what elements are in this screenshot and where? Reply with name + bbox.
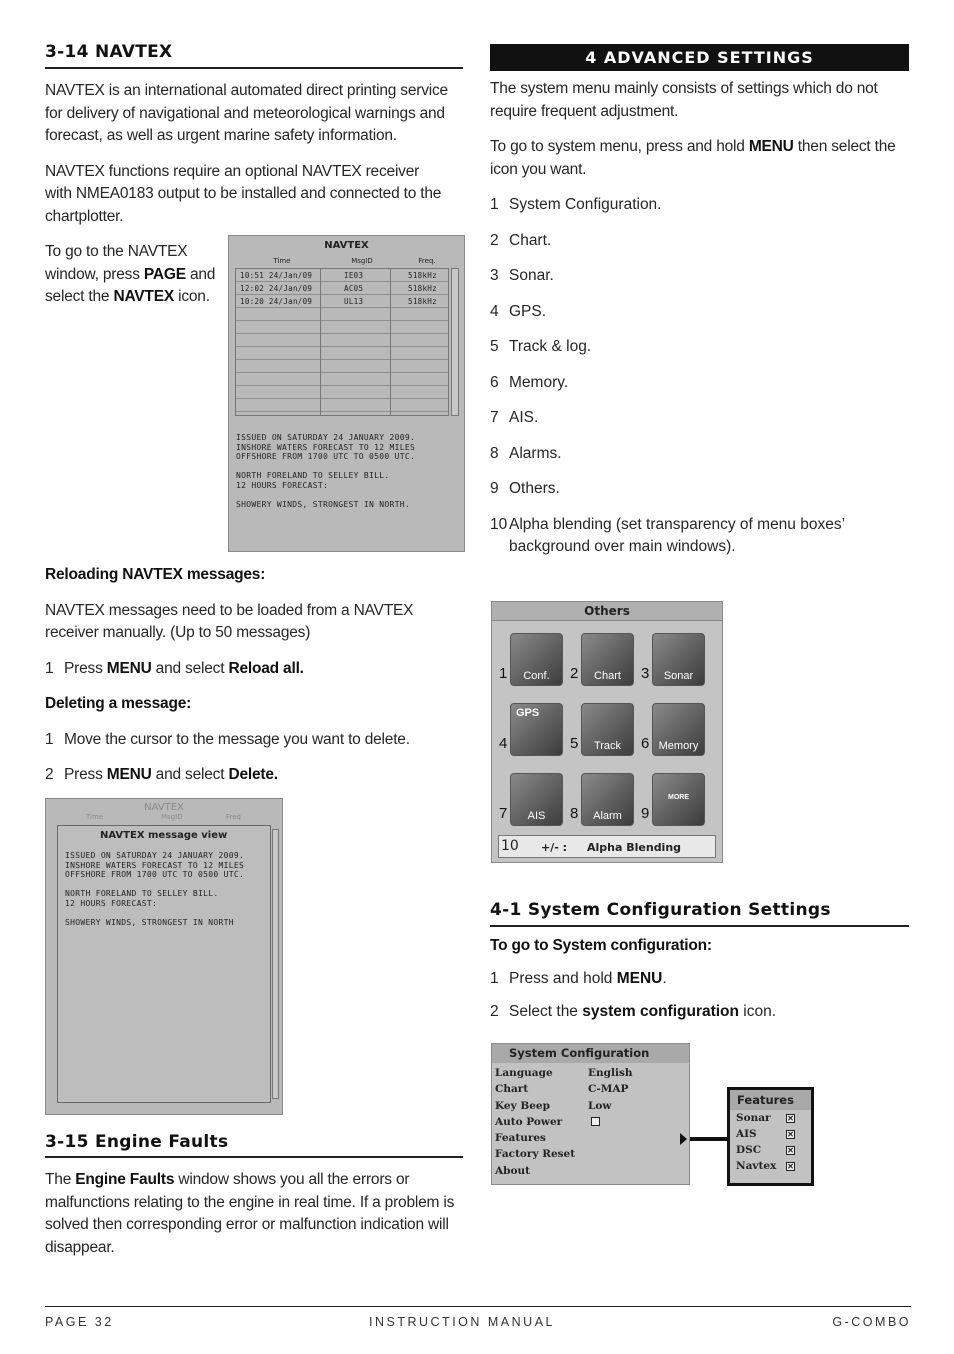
syscfg-item-label: Features bbox=[495, 1132, 546, 1145]
item-number: 4 bbox=[490, 302, 499, 320]
cell-freq: 518kHz bbox=[408, 297, 437, 306]
syscfg-item-value: English bbox=[588, 1067, 633, 1079]
step-number: 2 bbox=[45, 766, 54, 783]
engine-description: The Engine Faults window shows you all the errors or malfunctions relating to the engine in real time. If a problem is solved then corresponding error or malfunction indication will disappear. bbox=[45, 1171, 455, 1256]
alpha-number: 10 bbox=[501, 838, 519, 854]
item-number: 8 bbox=[490, 444, 499, 462]
tile-number: 1 bbox=[499, 665, 508, 682]
col-msgid: MsgID bbox=[351, 257, 373, 265]
item-number: 9 bbox=[490, 480, 499, 497]
menu-key: MENU bbox=[616, 969, 663, 987]
tile-number: 7 bbox=[499, 805, 508, 822]
item-number: 7 bbox=[490, 409, 499, 426]
item-text: Alarms. bbox=[509, 444, 562, 462]
page-number: PAGE 32 bbox=[45, 1315, 114, 1329]
tile-label: Sonar bbox=[663, 670, 694, 682]
syscfg-menu-item[interactable] bbox=[495, 1130, 685, 1146]
feature-item[interactable] bbox=[736, 1110, 811, 1126]
syscfg-menu-item[interactable] bbox=[495, 1081, 685, 1097]
more-icon[interactable] bbox=[652, 773, 705, 826]
step-number: 2 bbox=[490, 1003, 499, 1020]
message-view-title: NAVTEX message view bbox=[100, 830, 228, 841]
item-text: Track & log. bbox=[509, 338, 592, 355]
navtex-goto bbox=[45, 241, 223, 309]
cell-time: 10:20 24/Jan/09 bbox=[240, 297, 313, 306]
feature-item[interactable] bbox=[736, 1158, 811, 1174]
cell-time: 10:51 24/Jan/09 bbox=[240, 271, 313, 280]
message-line: INSHORE WATERS FORECAST TO 12 MILES bbox=[236, 442, 416, 452]
reload-section bbox=[45, 564, 463, 787]
navtex-table-header bbox=[237, 257, 464, 265]
navtex-table-row[interactable] bbox=[236, 295, 448, 308]
tile-number: 9 bbox=[641, 805, 650, 822]
syscfg-menu-item[interactable] bbox=[495, 1146, 685, 1162]
engine-faults-term: Engine Faults bbox=[75, 1171, 175, 1188]
right-column bbox=[490, 44, 909, 559]
track-icon[interactable] bbox=[581, 703, 634, 756]
syscfg-item-label: Auto Power bbox=[495, 1115, 563, 1128]
message-view-dialog bbox=[57, 825, 271, 1103]
navtex-table-row[interactable] bbox=[236, 269, 448, 282]
item-number: 10 bbox=[490, 515, 508, 533]
item-text: AIS. bbox=[509, 409, 539, 426]
advanced-list-item bbox=[490, 372, 909, 395]
syscfg-item-label: Chart bbox=[495, 1083, 529, 1096]
message-line bbox=[236, 490, 415, 500]
syscfg-menu-item[interactable] bbox=[495, 1098, 685, 1114]
delete-step-1: 1 Move the cursor to the message you want to delete. bbox=[45, 729, 463, 752]
col-freq: Freq. bbox=[418, 257, 436, 265]
tile-number: 2 bbox=[570, 665, 579, 682]
engine-heading: 3-15 Engine Faults bbox=[45, 1130, 463, 1158]
advanced-list-item bbox=[490, 478, 909, 501]
message-line bbox=[65, 908, 270, 918]
item-text: Memory. bbox=[509, 373, 569, 391]
reload-description: NAVTEX messages need to be loaded from a NAVTEX receiver manually. (Up to 50 messages) bbox=[45, 601, 414, 641]
syscfg-item-label: About bbox=[495, 1164, 530, 1177]
item-number: 1 bbox=[490, 196, 499, 213]
message-line: ISSUED ON SATURDAY 24 JANUARY 2009. bbox=[65, 851, 245, 860]
message-line: OFFSHORE FROM 1700 UTC TO 0500 UTC. bbox=[65, 870, 245, 879]
item-number: 3 bbox=[490, 267, 499, 284]
advanced-goto: To go to system menu, press and hold MENU then select the icon you want. bbox=[490, 138, 896, 178]
advanced-list-item bbox=[490, 514, 909, 559]
sonar-icon[interactable] bbox=[652, 633, 705, 686]
alpha-label: Alpha Blending bbox=[587, 841, 682, 854]
item-text: Others. bbox=[509, 480, 560, 497]
navtex-window-title: NAVTEX bbox=[324, 240, 369, 251]
syscfg-menu-item[interactable] bbox=[495, 1114, 685, 1130]
advanced-intro: The system menu mainly consists of settings which do not require frequent adjustment. bbox=[490, 80, 878, 120]
tile-label: GPS bbox=[516, 707, 540, 719]
advanced-list-item bbox=[490, 407, 909, 430]
tile-label: MORE bbox=[668, 794, 689, 801]
feature-item[interactable] bbox=[736, 1142, 811, 1158]
message-line: OFFSHORE FROM 1700 UTC TO 0500 UTC. bbox=[236, 452, 416, 461]
navtex-requirement: NAVTEX functions require an optional NAVTEX receiver with NMEA0183 output to be installed and connected to the chartplotter. bbox=[45, 162, 442, 225]
item-text: System Configuration. bbox=[509, 196, 662, 213]
feature-item[interactable] bbox=[736, 1126, 811, 1142]
syscfg-item-label: Language bbox=[495, 1067, 553, 1079]
others-title: Others bbox=[492, 602, 722, 621]
goto-text-b: and select the bbox=[45, 265, 216, 305]
col-time: Time bbox=[273, 257, 291, 265]
gps-icon[interactable] bbox=[510, 703, 563, 756]
menu-key: MENU bbox=[748, 138, 794, 155]
syscfg-title: System Configuration bbox=[492, 1044, 689, 1063]
feature-label: AIS bbox=[736, 1128, 757, 1140]
features-arrow-icon bbox=[680, 1133, 687, 1145]
alpha-blending-row[interactable] bbox=[498, 835, 716, 858]
feature-label: DSC bbox=[736, 1144, 762, 1156]
navtex-table bbox=[235, 268, 449, 416]
navtex-heading: 3-14 NAVTEX bbox=[45, 40, 463, 69]
conf-icon[interactable] bbox=[510, 633, 563, 686]
cell-time: 12:02 24/Jan/09 bbox=[240, 284, 313, 293]
ais-icon[interactable] bbox=[510, 773, 563, 826]
tile-number: 8 bbox=[570, 805, 579, 822]
goto-text-c: icon. bbox=[173, 288, 210, 305]
message-line: NORTH FORELAND TO SELLEY BILL. bbox=[65, 889, 219, 898]
reload-heading: Reloading NAVTEX messages: bbox=[45, 566, 266, 583]
advanced-settings-list bbox=[490, 194, 909, 559]
alarm-icon[interactable] bbox=[581, 773, 634, 826]
goto-page-key: PAGE bbox=[143, 265, 186, 283]
navtex-scrollbar[interactable] bbox=[451, 268, 459, 416]
navtex-intro: NAVTEX is an international automated direct printing service for delivery of navigational and meteorological warnings and forecast, as well as urgent marine safety information. bbox=[45, 82, 448, 144]
features-title: Features bbox=[730, 1090, 811, 1110]
delete-step-2: 2 Press MENU and select Delete. bbox=[45, 764, 463, 787]
others-menu-screenshot bbox=[491, 601, 723, 863]
item-text: Chart. bbox=[509, 231, 552, 249]
syscfg-item-value: C-MAP bbox=[588, 1083, 629, 1096]
navtex-window-screenshot bbox=[228, 235, 465, 552]
message-line: NORTH FORELAND TO SELLEY BILL. bbox=[236, 471, 390, 480]
menu-key: MENU bbox=[106, 766, 152, 783]
menu-key: MENU bbox=[106, 659, 152, 677]
memory-icon[interactable] bbox=[652, 703, 705, 756]
step-number: 1 bbox=[490, 969, 499, 987]
tile-label: Chart bbox=[594, 670, 621, 682]
cell-freq: 518kHz bbox=[408, 284, 437, 293]
alpha-key: +/- : bbox=[541, 841, 568, 854]
engine-section bbox=[45, 1130, 463, 1259]
message-view-scrollbar[interactable] bbox=[272, 829, 279, 1099]
cell-freq: 518kHz bbox=[408, 271, 437, 280]
tile-label: Conf. bbox=[523, 670, 550, 682]
syscfg-menu-item[interactable] bbox=[495, 1163, 685, 1179]
chart-icon[interactable] bbox=[581, 633, 634, 686]
item-text: Sonar. bbox=[509, 267, 554, 284]
reload-step: 1 Press MENU and select Reload all. bbox=[45, 658, 463, 681]
tile-label: Alarm bbox=[593, 810, 622, 822]
step-number: 1 bbox=[45, 730, 54, 748]
system-config-sub: To go to System configuration: bbox=[490, 937, 712, 954]
tile-number: 5 bbox=[570, 735, 579, 752]
ghost-title: NAVTEX bbox=[144, 802, 184, 813]
system-config-heading: 4-1 System Configuration Settings bbox=[490, 898, 909, 927]
item-number: 2 bbox=[490, 231, 499, 249]
ghost-header: Time MsgID Freq bbox=[86, 813, 241, 821]
item-text: Alpha blending (set transparency of menu boxes’ background over main windows). bbox=[509, 515, 845, 555]
cell-id: IE03 bbox=[344, 271, 364, 280]
cell-id: AC05 bbox=[344, 284, 364, 293]
advanced-list-item bbox=[490, 230, 909, 253]
advanced-list-item bbox=[490, 265, 909, 288]
tile-number: 6 bbox=[641, 735, 650, 752]
tile-label: Track bbox=[593, 740, 622, 752]
message-line: INSHORE WATERS FORECAST TO 12 MILES bbox=[65, 860, 245, 870]
tile-number: 3 bbox=[641, 665, 650, 682]
tile-label: AIS bbox=[527, 810, 546, 822]
message-line bbox=[236, 462, 415, 472]
features-connector-line bbox=[690, 1137, 728, 1141]
syscfg-menu-item[interactable] bbox=[495, 1065, 685, 1081]
cell-id: UL13 bbox=[344, 297, 364, 306]
manual-title: INSTRUCTION MANUAL bbox=[369, 1315, 555, 1329]
item-number: 6 bbox=[490, 373, 499, 391]
message-line: 12 HOURS FORECAST: bbox=[236, 480, 329, 490]
message-view-text bbox=[65, 851, 270, 927]
delete-heading: Deleting a message: bbox=[45, 695, 192, 712]
message-line: ISSUED ON SATURDAY 24 JANUARY 2009. bbox=[236, 433, 416, 442]
feature-checkbox[interactable]: ✕ bbox=[787, 1145, 794, 1155]
message-line: SHOWERY WINDS, STRONGEST IN NORTH. bbox=[236, 499, 410, 509]
advanced-list-item bbox=[490, 301, 909, 324]
product-name: G-COMBO bbox=[832, 1315, 911, 1329]
feature-label: Navtex bbox=[736, 1160, 777, 1172]
advanced-list-item bbox=[490, 336, 909, 359]
feature-checkbox[interactable]: ✕ bbox=[787, 1161, 794, 1171]
syscfg-item-label: Factory Reset bbox=[495, 1148, 576, 1161]
system-configuration-screenshot bbox=[491, 1043, 690, 1185]
item-number: 5 bbox=[490, 338, 499, 355]
navtex-message-view-screenshot bbox=[45, 798, 283, 1115]
tile-label: Memory bbox=[658, 740, 699, 752]
system-configuration-term: system configuration bbox=[582, 1003, 739, 1020]
system-config-step-2: 2 Select the system configuration icon. bbox=[490, 1001, 909, 1024]
message-line: SHOWERY WINDS, STRONGEST IN NORTH bbox=[65, 917, 234, 927]
message-line bbox=[65, 880, 270, 890]
feature-checkbox[interactable]: ✕ bbox=[787, 1113, 794, 1123]
feature-label: Sonar bbox=[736, 1112, 771, 1124]
feature-checkbox[interactable]: ✕ bbox=[787, 1129, 794, 1139]
syscfg-item-value: Low bbox=[588, 1099, 612, 1112]
message-line: 12 HOURS FORECAST: bbox=[65, 898, 158, 908]
tile-number: 4 bbox=[499, 735, 508, 752]
delete-option: Delete. bbox=[228, 766, 278, 783]
navtex-message-text bbox=[236, 433, 415, 509]
advanced-list-item bbox=[490, 194, 909, 217]
features-submenu-screenshot bbox=[727, 1087, 814, 1186]
navtex-table-row[interactable] bbox=[236, 282, 448, 295]
auto-power-checkbox[interactable] bbox=[591, 1117, 600, 1126]
advanced-list-item bbox=[490, 443, 909, 466]
goto-navtex-icon-name: NAVTEX bbox=[113, 288, 174, 305]
syscfg-item-label: Key Beep bbox=[495, 1099, 550, 1112]
step-number: 1 bbox=[45, 659, 54, 677]
advanced-settings-heading: 4 ADVANCED SETTINGS bbox=[490, 44, 909, 71]
system-config-section bbox=[490, 898, 909, 1024]
item-text: GPS. bbox=[509, 302, 547, 320]
reload-all-option: Reload all. bbox=[228, 659, 304, 677]
goto-text-a: To go to the NAVTEX window, press bbox=[45, 243, 188, 283]
page-footer bbox=[45, 1306, 911, 1329]
system-config-step-1: 1 Press and hold MENU. bbox=[490, 968, 909, 991]
